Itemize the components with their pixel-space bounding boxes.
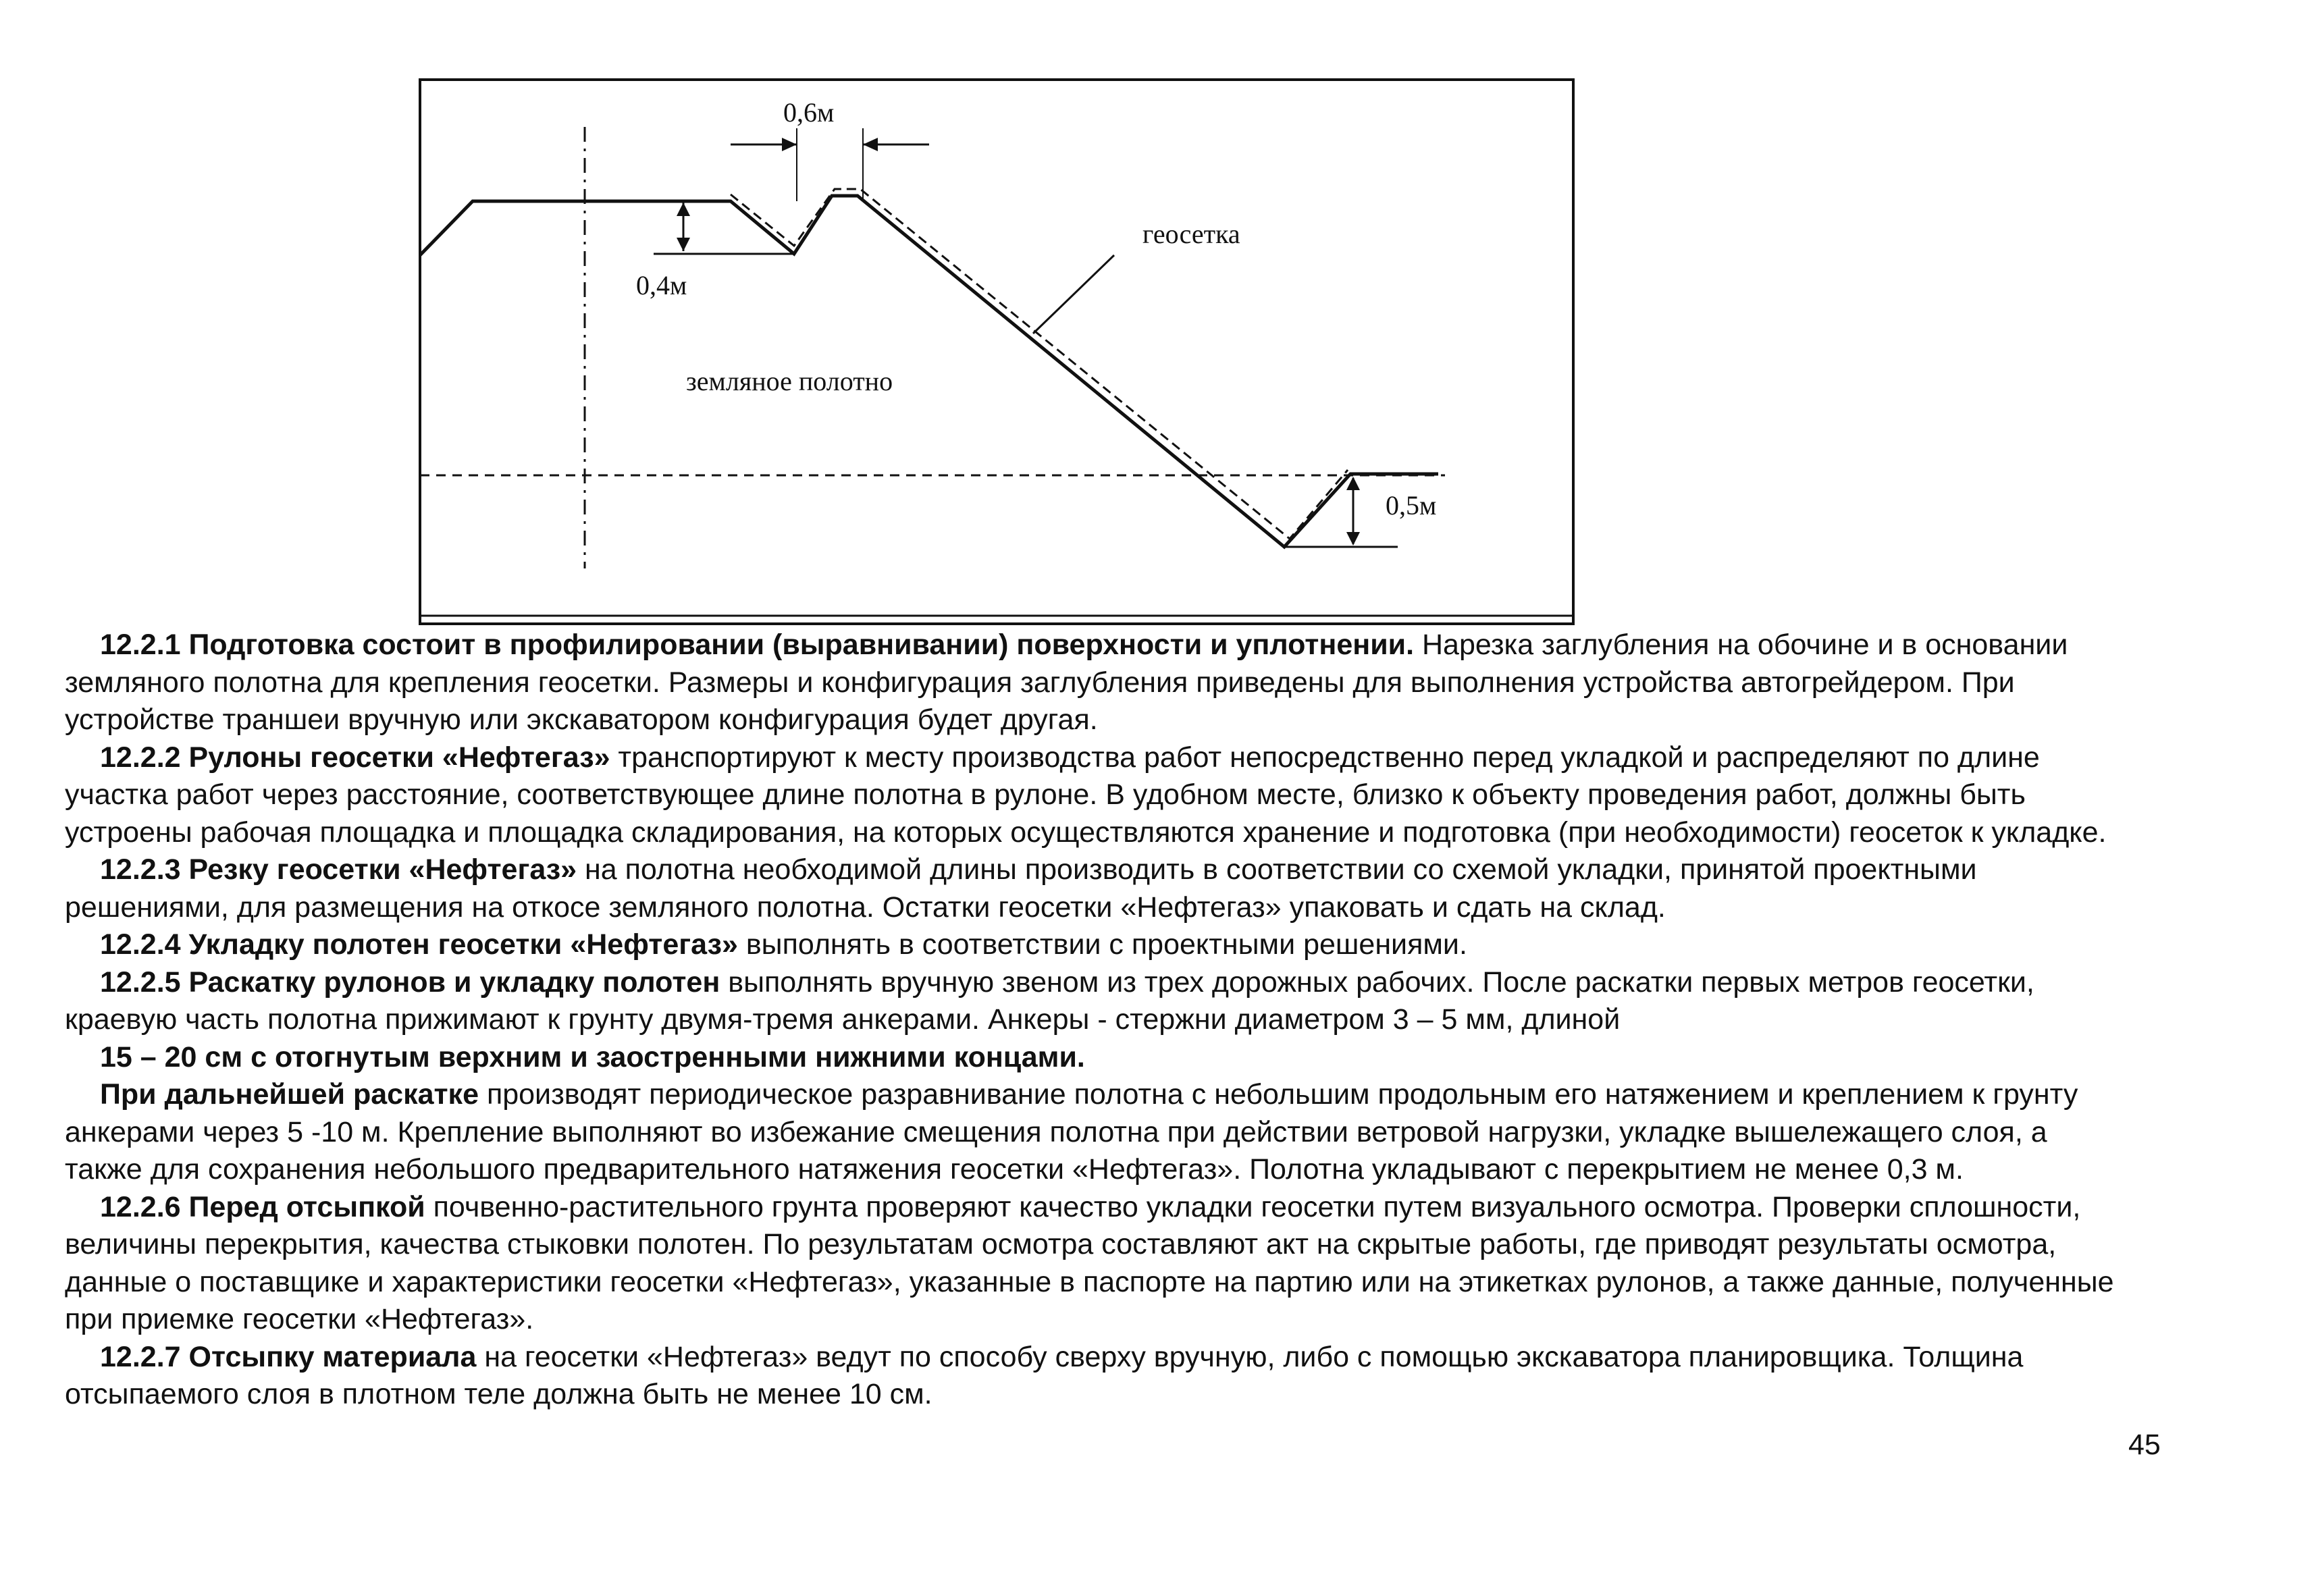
geogrid-label: геосетка — [1142, 219, 1240, 249]
dim-top-left-arrowhead — [782, 138, 797, 151]
dim-left-arrow-down — [677, 238, 690, 251]
subgrade-profile — [420, 196, 1438, 547]
cross-section-diagram — [0, 0, 2314, 635]
paragraph-12-2-7: 12.2.7 Отсыпку материала на геосетки «Нефтегаз» ведут по способу сверху вручную, либо с помощью экскаватора планировщика. Толщина отсыпаемого слоя в плотном теле должна быть не менее 10 см. — [65, 1340, 2024, 1410]
dim-left-label: 0,4м — [636, 270, 687, 300]
geogrid-line — [731, 189, 1348, 539]
paragraph-further-unrolling: При дальнейшей раскатке производят периодическое разравнивание полотна с небольшим продольным его натяжением и креплением к грунту анкерами через 5 -10 м. Крепление выполняют во избежание смещения полотна при действии ветровой нагрузки, укладке вышележащего слоя, а также для сохранения небольшого предварительного натяжения геосетки «Нефтегаз». Полотна укладывают с перекрытием не менее 0,3 м. — [65, 1078, 2078, 1186]
paragraph-12-2-1: 12.2.1 Подготовка состоит в профилировании (выравнивании) поверхности и уплотнении. Нарезка заглубления на обочине и в основании земляного полотна для крепления геосетки. Размеры и конфигурация заглубления приведены для выполнения устройства автогрейдером. При устройстве траншеи вручную или экскаватором конфигурация будет другая. — [65, 629, 2068, 736]
figure-frame — [420, 80, 1573, 624]
paragraph-12-2-5: 12.2.5 Раскатку рулонов и укладку полотен выполнять вручную звеном из трех дорожных рабочих. После раскатки первых метров геосетки, краевую часть полотна прижимают к грунту двумя-тремя анкерами. Анкеры - стержни диаметром 3 – 5 мм, длиной — [65, 965, 2034, 1036]
dim-right-arrow-down — [1346, 532, 1360, 546]
dim-top-label: 0,6м — [783, 97, 835, 128]
paragraph-12-2-4: 12.2.4 Укладку полотен геосетки «Нефтегаз» выполнять в соответствии с проектными решениями. — [100, 928, 1467, 961]
paragraph-12-2-6: 12.2.6 Перед отсыпкой почвенно-растительного грунта проверяют качество укладки геосетки путем визуального осмотра. Проверки сплошности, величины перекрытия, качества стыковки полотен. По результатам осмотра составляют акт на скрытые работы, где приводят результаты осмотра, данные о поставщике и характеристики геосетки «Нефтегаз», указанные в паспорте на партию или на этикетках рулонов, а также данные, полученные при приемке геосетки «Нефтегаз». — [65, 1190, 2114, 1335]
dim-top-right-arrowhead — [863, 138, 878, 151]
page-number: 45 — [2128, 1429, 2161, 1461]
paragraph-anchor-length: 15 – 20 см с отогнутым верхним и заостренными нижними концами. — [100, 1040, 1085, 1073]
subgrade-label: земляное полотно — [686, 366, 893, 396]
geogrid-leader — [1033, 255, 1114, 334]
dim-right-label: 0,5м — [1386, 490, 1437, 521]
body-text — [65, 627, 2124, 1414]
paragraph-12-2-2: 12.2.2 Рулоны геосетки «Нефтегаз» транспортируют к месту производства работ непосредственно перед укладкой и распределяют по длине участка работ через расстояние, соответствующее длине полотна в рулоне. В удобном месте, близко к объекту проведения работ, должны быть устроены рабочая площадка и площадка складирования, на которых осуществляются хранение и подготовка (при необходимости) геосеток к укладке. — [65, 741, 2107, 849]
dim-left-arrow-up — [677, 203, 690, 216]
paragraph-12-2-3: 12.2.3 Резку геосетки «Нефтегаз» на полотна необходимой длины производить в соответствии со схемой укладки, принятой проектными решениями, для размещения на откосе земляного полотна. Остатки геосетки «Нефтегаз» упаковать и сдать на склад. — [65, 853, 1977, 924]
